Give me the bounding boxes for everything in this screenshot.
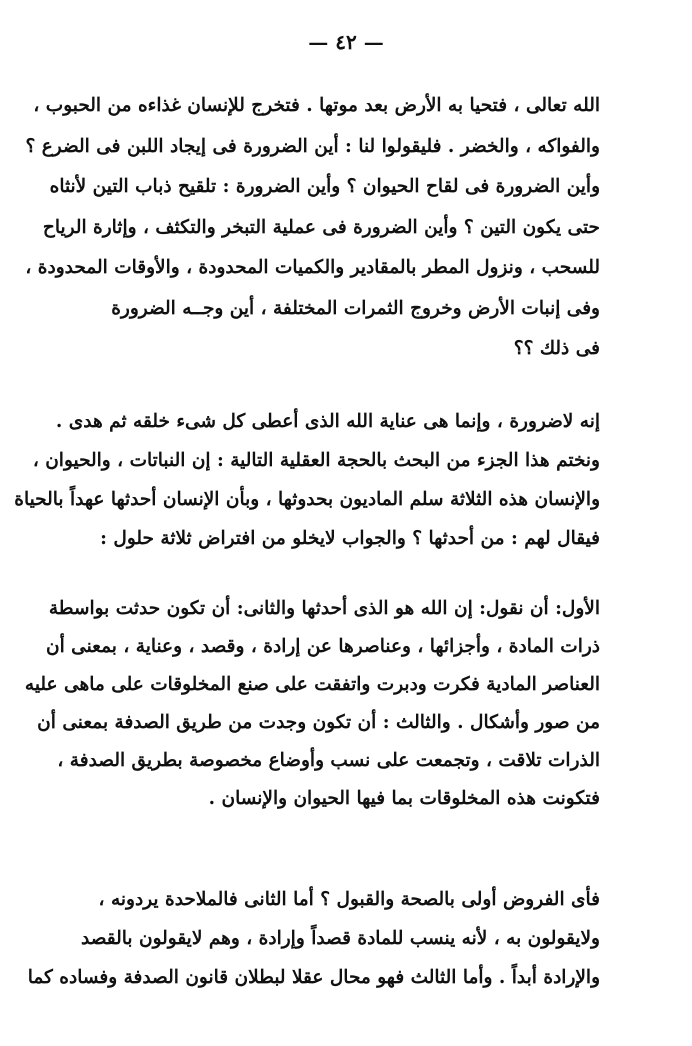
text-line: للسحب ، ونزول المطر بالمقادير والكميات المحدودة ، والأوقات المحدودة ، [25, 257, 600, 278]
text-line: إنه لاضرورة ، وإنما هى عناية الله الذى أعطى كل شىء خلقه ثم هدى . [55, 411, 600, 432]
text-line: من صور وأشكال . والثالث : أن تكون وجدت من طريق الصدفة بمعنى أن [37, 712, 600, 733]
paragraph-4 [27, 880, 600, 997]
text-line: فتكونت هذه المخلوقات بما فيها الحيوان والإنسان . [208, 788, 600, 809]
text-line: الله تعالى ، فتحيا به الأرض بعد موتها . فتخرج للإنسان غذاءه من الحبوب ، [33, 95, 600, 116]
text-line: ذرات المادة ، وأجزائها ، وعناصرها عن إرادة ، وقصد ، وعناية ، بمعنى أن [45, 636, 600, 657]
text-line: حتى يكون التين ؟ وأين الضرورة فى عملية التبخر والتكثف ، وإثارة الرياح [42, 216, 600, 238]
paragraph-2 [14, 402, 600, 558]
text-line: وأين الضرورة فى لقاح الحيوان ؟ وأين الضرورة : تلقيح ذباب التين لأنثاه [49, 176, 600, 197]
text-line: وفى إنبات الأرض وخروج الثمرات المختلفة ، أين وجــه الضرورة [111, 297, 600, 319]
page-number: — ٤٢ — [308, 30, 384, 54]
text-line: والإرادة أبداً . وأما الثالث فهو محال عقلا لبطلان قانون الصدفة وفساده كما [27, 967, 600, 988]
text-line: والإنسان هذه الثلاثة سلم الماديون بحدوثها ، وبأن الإنسان أحدثها عهداً بالحياة [14, 489, 600, 510]
text-line: فأى الفروض أولى بالصحة والقبول ؟ أما الثانى فالملاحدة يردونه ، [98, 889, 600, 910]
text-line: الأول: أن نقول: إن الله هو الذى أحدثها والثانى: أن تكون حدثت بواسطة [48, 598, 600, 619]
text-line: ونختم هذا الجزء من البحث بالحجة العقلية التالية : إن النباتات ، والحيوان ، [32, 450, 600, 471]
paragraph-3 [24, 590, 600, 818]
text-line: ولايقولون به ، لأنه ينسب للمادة قصداً وإرادة ، وهم لايقولون بالقصد [81, 928, 600, 949]
text-line: فيقال لهم : من أحدثها ؟ والجواب لايخلو من افتراض ثلاثة حلول : [100, 528, 600, 549]
text-line: والفواكه ، والخضر . فليقولوا لنا : أين الضرورة فى إيجاد اللبن فى الضرع ؟ [25, 135, 600, 157]
text-line: العناصر المادية فكرت ودبرت واتفقت على صنع المخلوقات على ماهى عليه [24, 674, 600, 695]
text-line: فى ذلك ؟؟ [513, 338, 600, 359]
text-line: الذرات تلاقت ، وتجمعت على نسب وأوضاع مخصوصة بطريق الصدفة ، [57, 750, 600, 771]
paragraph-1 [25, 86, 600, 370]
